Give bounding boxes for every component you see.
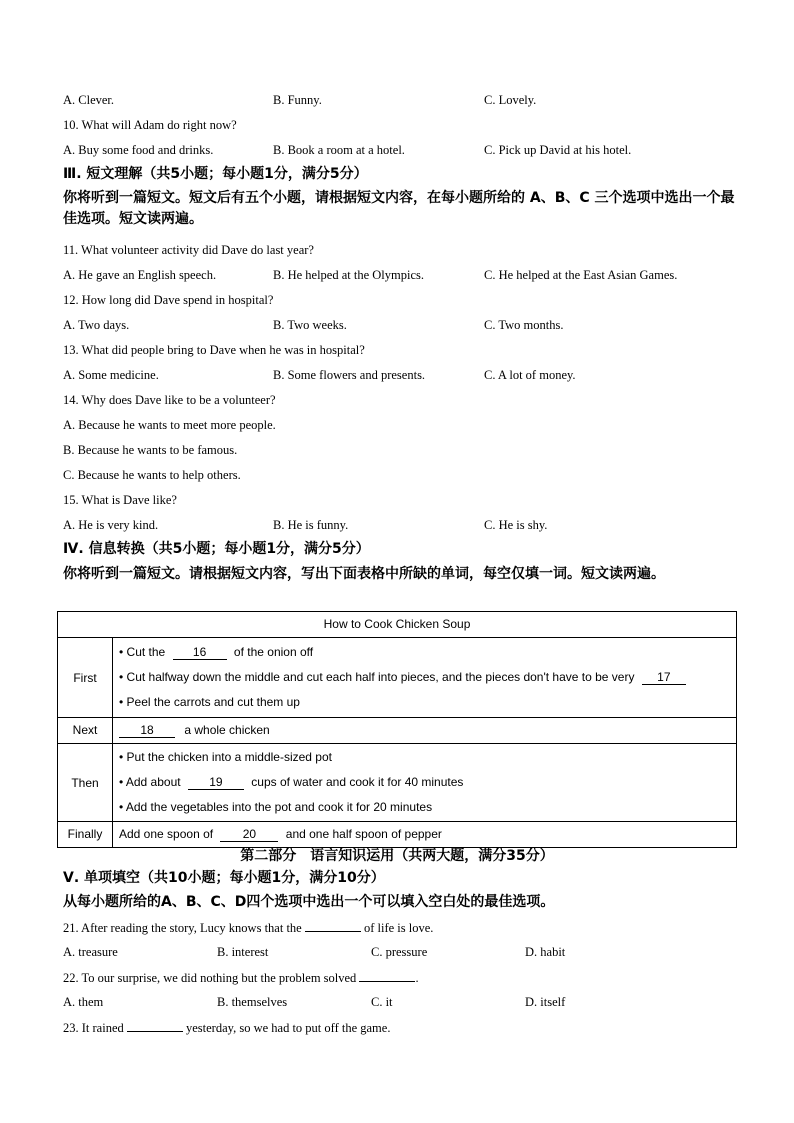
first-steps bbox=[113, 638, 737, 718]
q21-option-c: C. pressure bbox=[371, 945, 428, 959]
q13-option-b: B. Some flowers and presents. bbox=[273, 368, 426, 382]
q14-question: 14. Why does Dave like to be a volunteer? bbox=[63, 393, 276, 407]
q12-question: 12. How long did Dave spend in hospital? bbox=[63, 293, 274, 307]
finally-step-text-a: Add one spoon of bbox=[119, 827, 214, 841]
q21-text-b: of life is love. bbox=[363, 921, 434, 935]
q22-question bbox=[63, 969, 419, 986]
blank-16[interactable]: 16 bbox=[173, 645, 227, 660]
q15-option-a: A. He is very kind. bbox=[63, 518, 159, 532]
q12-option-b: B. Two weeks. bbox=[273, 318, 347, 332]
q9-option-c: C. Lovely. bbox=[484, 93, 537, 107]
q14-option-a: A. Because he wants to meet more people. bbox=[63, 418, 276, 432]
row-label-first: First bbox=[58, 638, 113, 718]
q11-option-c: C. He helped at the East Asian Games. bbox=[484, 268, 678, 282]
q21-option-b: B. interest bbox=[217, 945, 269, 959]
then-step-1: • Put the chicken into a middle-sized pot bbox=[119, 750, 332, 764]
q11-option-a: A. He gave an English speech. bbox=[63, 268, 217, 282]
section3-heading: Ⅲ. 短文理解（共5小题；每小题1分，满分5分） bbox=[63, 166, 368, 182]
section3-instruction: 你将听到一篇短文。短文后有五个小题，请根据短文内容，在每小题所给的 A、B、C 三个选项中选出一个最佳选项。短文读两遍。 bbox=[63, 190, 735, 227]
q13-question: 13. What did people bring to Dave when he was in hospital? bbox=[63, 343, 365, 357]
blank-20[interactable]: 20 bbox=[220, 827, 278, 842]
part2-heading: 第二部分 语言知识运用（共两大题，满分35分） bbox=[240, 848, 554, 864]
section5-instruction: 从每小题所给的A、B、C、D四个选项中选出一个可以填入空白处的最佳选项。 bbox=[63, 894, 555, 910]
row-label-finally: Finally bbox=[58, 822, 113, 848]
q22-option-a: A. them bbox=[63, 995, 104, 1009]
q23-question bbox=[63, 1019, 390, 1036]
q21-text-a: 21. After reading the story, Lucy knows that the bbox=[63, 921, 302, 935]
finally-step-text-b: and one half spoon of pepper bbox=[285, 827, 442, 841]
q23-text-a: 23. It rained bbox=[63, 1021, 124, 1035]
q14-option-b: B. Because he wants to be famous. bbox=[63, 443, 238, 457]
q22-option-b: B. themselves bbox=[217, 995, 288, 1009]
blank-17[interactable]: 17 bbox=[642, 670, 686, 685]
q22-blank[interactable] bbox=[359, 969, 415, 982]
q21-question bbox=[63, 919, 433, 936]
first-step-1-text-a: • Cut the bbox=[119, 645, 166, 659]
q22-text-b: . bbox=[415, 971, 419, 985]
q21-blank[interactable] bbox=[305, 919, 361, 932]
q21-option-a: A. treasure bbox=[63, 945, 118, 959]
then-step-2 bbox=[119, 770, 730, 795]
row-label-next: Next bbox=[58, 718, 113, 744]
blank-18[interactable]: 18 bbox=[119, 723, 175, 738]
first-step-1 bbox=[119, 640, 730, 665]
q11-option-b: B. He helped at the Olympics. bbox=[273, 268, 425, 282]
then-step-3: • Add the vegetables into the pot and cook it for 20 minutes bbox=[119, 800, 433, 814]
q10-option-b: B. Book a room at a hotel. bbox=[273, 143, 405, 157]
q21-option-d: D. habit bbox=[525, 945, 566, 959]
next-step bbox=[113, 718, 737, 744]
next-step-text: a whole chicken bbox=[184, 723, 270, 737]
finally-step bbox=[113, 822, 737, 848]
q13-option-a: A. Some medicine. bbox=[63, 368, 159, 382]
then-step-2-text-b: cups of water and cook it for 40 minutes bbox=[251, 775, 464, 789]
first-step-1-text-b: of the onion off bbox=[233, 645, 314, 659]
then-step-2-text-a: • Add about bbox=[119, 775, 181, 789]
blank-19[interactable]: 19 bbox=[188, 775, 244, 790]
q12-option-a: A. Two days. bbox=[63, 318, 130, 332]
first-step-3: • Peel the carrots and cut them up bbox=[119, 695, 300, 709]
section4-heading: Ⅳ. 信息转换（共5小题；每小题1分，满分5分） bbox=[63, 541, 370, 557]
q23-blank[interactable] bbox=[127, 1019, 183, 1032]
q23-text-b: yesterday, so we had to put off the game. bbox=[186, 1021, 391, 1035]
then-steps bbox=[113, 744, 737, 822]
q15-option-b: B. He is funny. bbox=[273, 518, 349, 532]
table-title: How to Cook Chicken Soup bbox=[58, 612, 737, 638]
q22-text-a: 22. To our surprise, we did nothing but the problem solved bbox=[63, 971, 357, 985]
first-step-2 bbox=[119, 665, 730, 690]
chicken-soup-table bbox=[57, 611, 737, 848]
q11-question: 11. What volunteer activity did Dave do last year? bbox=[63, 243, 314, 257]
q12-option-c: C. Two months. bbox=[484, 318, 564, 332]
q14-option-c: C. Because he wants to help others. bbox=[63, 468, 241, 482]
first-step-2-text: • Cut halfway down the middle and cut each half into pieces, and the pieces don't have to be very bbox=[119, 670, 635, 684]
q10-option-a: A. Buy some food and drinks. bbox=[63, 143, 214, 157]
q13-option-c: C. A lot of money. bbox=[484, 368, 576, 382]
q22-option-d: D. itself bbox=[525, 995, 566, 1009]
q9-option-a: A. Clever. bbox=[63, 93, 115, 107]
section5-heading: Ⅴ. 单项填空（共10小题；每小题1分，满分10分） bbox=[63, 870, 385, 886]
q22-option-c: C. it bbox=[371, 995, 393, 1009]
q15-option-c: C. He is shy. bbox=[484, 518, 548, 532]
q15-question: 15. What is Dave like? bbox=[63, 493, 177, 507]
section4-instruction: 你将听到一篇短文。请根据短文内容，写出下面表格中所缺的单词，每空仅填一词。短文读两遍。 bbox=[63, 566, 665, 582]
row-label-then: Then bbox=[58, 744, 113, 822]
q10-option-c: C. Pick up David at his hotel. bbox=[484, 143, 632, 157]
q9-option-b: B. Funny. bbox=[273, 93, 322, 107]
q10-question: 10. What will Adam do right now? bbox=[63, 118, 237, 132]
